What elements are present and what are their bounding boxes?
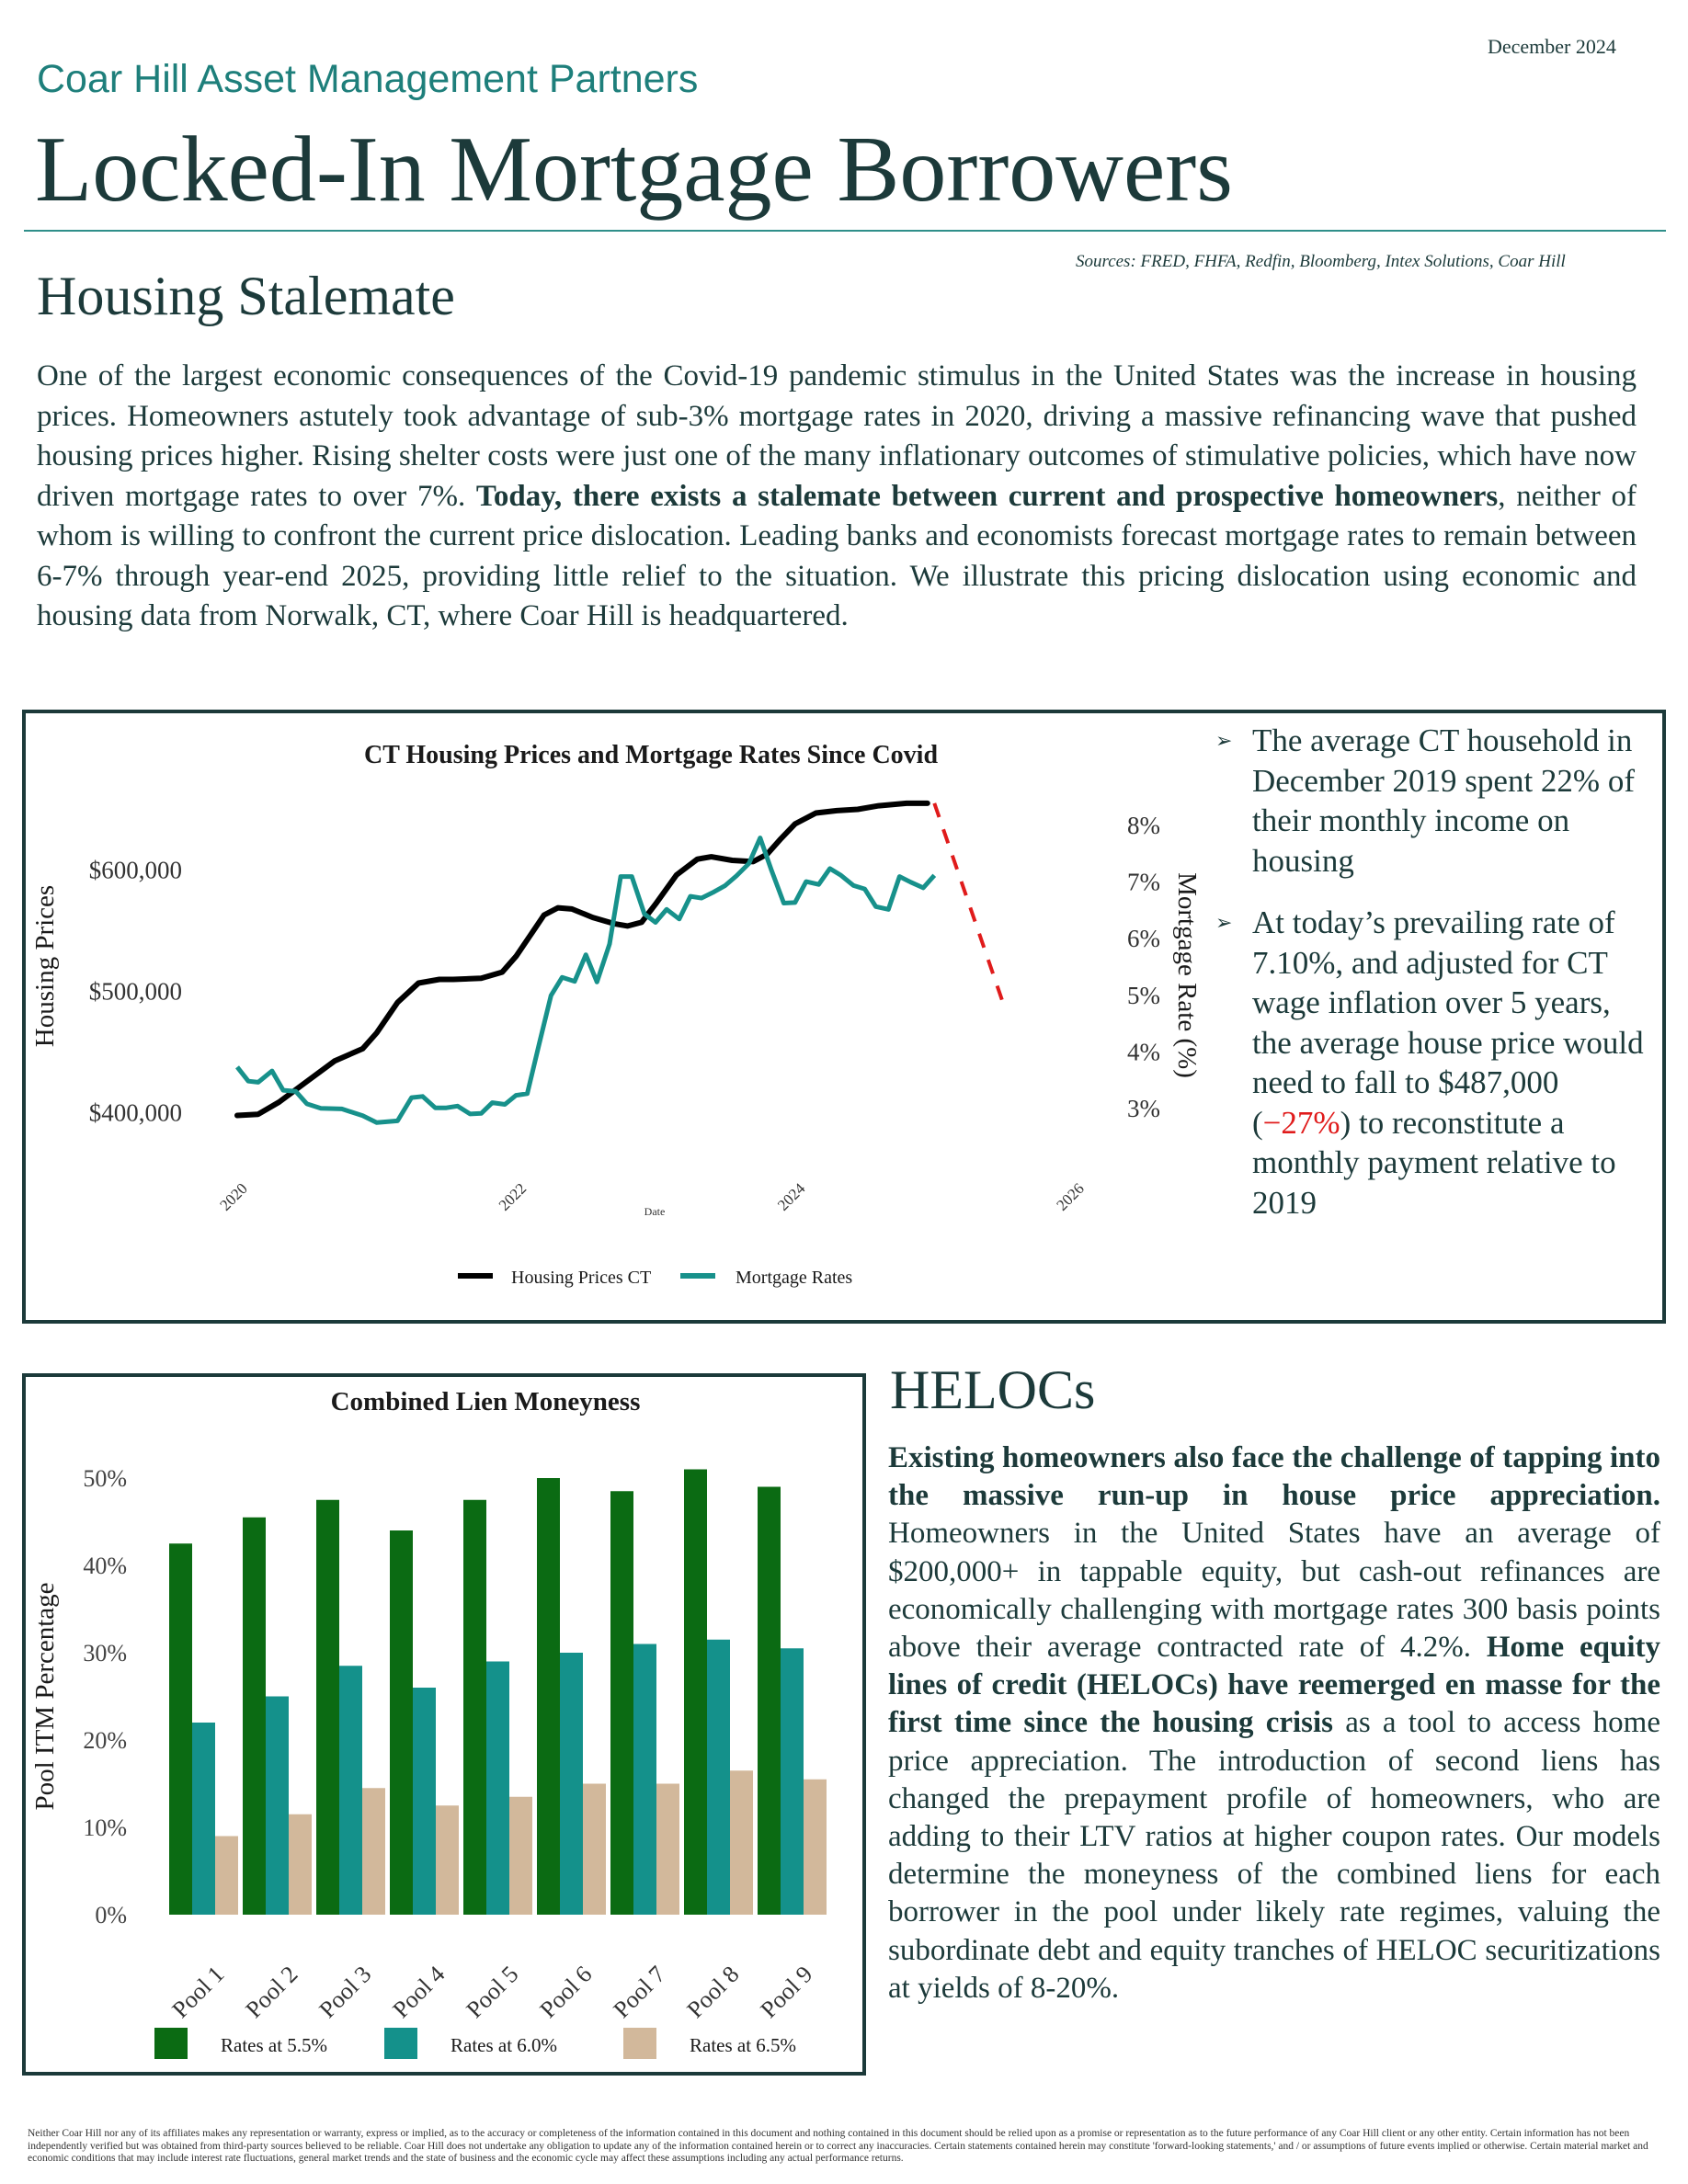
bar: [192, 1723, 215, 1915]
helocs-text-1: Homeowners in the United States have an average of $200,000+ in tappable equity, but cash-out refinances are economically challenging with mortgage rates 300 basis points above their average contracted rate of 4.2%.: [888, 1517, 1660, 1665]
bullet-2-percent: −27%: [1262, 1104, 1340, 1141]
x-axis-label: Date: [644, 1205, 666, 1218]
y-tick-label: 30%: [83, 1640, 127, 1666]
legend-label-housing: Housing Prices CT: [511, 1268, 652, 1288]
y2-tick-label: 4%: [1127, 1038, 1160, 1066]
y-axis-label: Housing Prices: [30, 884, 60, 1048]
y-tick-label: $500,000: [88, 977, 182, 1006]
bar: [169, 1543, 192, 1915]
bar: [463, 1500, 486, 1915]
x-tick-label: Pool 9: [755, 1960, 818, 2023]
y2-tick-label: 6%: [1127, 925, 1160, 953]
bar: [758, 1487, 781, 1916]
x-tick-label: Pool 4: [387, 1960, 451, 2023]
legend-label: Rates at 6.0%: [451, 2034, 558, 2056]
report-date: December 2024: [1488, 35, 1616, 58]
arrow-bullet-icon: ➢: [1215, 729, 1233, 752]
y-tick-label: 40%: [83, 1553, 127, 1579]
forecast-line: [934, 803, 1004, 1007]
bar: [266, 1697, 289, 1916]
page-title: Locked-In Mortgage Borrowers: [35, 118, 1233, 222]
helocs-bold-1: Existing homeowners also face the challenge of tapping into the massive run-up in house price appreciation.: [888, 1441, 1660, 1513]
legend-label-rates: Mortgage Rates: [736, 1268, 853, 1288]
x-tick-label: Pool 7: [608, 1960, 671, 2023]
x-tick-label: Pool 5: [461, 1960, 524, 2023]
bullet-item: [1214, 721, 1653, 881]
header-divider: [24, 230, 1666, 232]
y2-tick-label: 5%: [1127, 981, 1160, 1009]
bar: [215, 1837, 238, 1916]
arrow-bullet-icon: ➢: [1215, 911, 1233, 934]
bullet-text-2: [1252, 904, 1644, 1221]
bar: [486, 1662, 509, 1916]
intro-paragraph: [37, 357, 1637, 637]
legal-disclaimer: Neither Coar Hill nor any of its affiliates makes any representation or warranty, express or implied, as to the accuracy or completeness of the information contained in this document and nothing contained in this document should be relied upon as a promise or representation as to the future performance of any Coar Hill client or any other entity. Certain information has not been independently verified but was obtained from third-party sources believed to be reliable. Coar Hill does not undertake any obligation to update any of the information contained herein or to correct any inaccuracies. Certain statements contained herein may constitute 'forward-looking statements,' and / or assumptions of future events implied or otherwise. Certain material market and economic conditions that may include interest rate fluctuations, general market trends and the state of business and the economic cycle may affect these assumptions including any actual performance returns.: [28, 2128, 1648, 2164]
key-points: [1214, 721, 1653, 1245]
x-tick-label: 2024: [774, 1179, 809, 1214]
bar: [289, 1814, 312, 1915]
bar: [339, 1666, 362, 1915]
legend-label: Rates at 6.5%: [690, 2034, 797, 2056]
bar: [509, 1797, 532, 1915]
chart-title: Combined Lien Moneyness: [330, 1387, 641, 1416]
bar: [707, 1640, 730, 1915]
y-tick-label: $400,000: [88, 1098, 182, 1127]
bar: [413, 1688, 436, 1915]
bar: [804, 1780, 827, 1915]
legend-label: Rates at 5.5%: [221, 2034, 328, 2056]
x-tick-label: 2020: [216, 1179, 251, 1214]
x-tick-label: Pool 6: [534, 1960, 598, 2023]
y-tick-label: $600,000: [88, 856, 182, 884]
mortgage-rates-line: [237, 838, 934, 1123]
chart-title: CT Housing Prices and Mortgage Rates Since Covid: [363, 741, 939, 769]
helocs-text-2: as a tool to access home price appreciation. The introduction of second liens has changed the prepayment profile of homeowners, who are adding to their LTV ratios at higher coupon rates. Our models determine the moneyness of the combined liens for each borrower in the pool under likely rate regimes, valuing the subordinate debt and equity tranches of HELOC securitizations at yields of 8-20%.: [888, 1706, 1660, 2005]
bar: [560, 1653, 583, 1915]
intro-text-1: One of the largest economic consequences of the Covid-19 pandemic stimulus in the United States was the increase in housing prices. Homeowners astutely took advantage of sub-3% mortgage rates in 2020, driving a massive refinancing wave that pushed housing prices higher. Rising shelter costs were just one of the many inflationary outcomes of stimulative policies, which have now driven mortgage rates to over 7%.: [37, 359, 1637, 513]
bar: [436, 1805, 459, 1915]
legend-swatch: [384, 2028, 417, 2059]
x-tick-label: Pool 3: [314, 1960, 377, 2023]
bullet-2-post: ) to reconstitute a monthly payment relative to 2019: [1252, 1104, 1616, 1221]
bullet-2-pre: At today’s prevailing rate of 7.10%, and adjusted for CT wage inflation over 5 years, the average house price would need to fall to $487,000 (: [1252, 904, 1644, 1141]
x-tick-label: Pool 2: [240, 1960, 303, 2023]
moneyness-bar-chart: [26, 1377, 862, 2072]
helocs-paragraph: [888, 1439, 1660, 2008]
bar: [730, 1770, 753, 1915]
y-tick-label: 50%: [83, 1465, 127, 1492]
y-tick-label: 20%: [83, 1727, 127, 1754]
section-heading-helocs: HELOCs: [890, 1359, 1096, 1420]
x-tick-label: 2026: [1053, 1179, 1088, 1214]
helocs-bold-2: Home equity lines of credit (HELOCs) have reemerged en masse for the first time since the housing crisis: [888, 1631, 1660, 1740]
legend-swatch: [623, 2028, 656, 2059]
bar: [537, 1478, 560, 1915]
y-tick-label: 10%: [83, 1814, 127, 1841]
bar: [316, 1500, 339, 1915]
x-tick-label: 2022: [495, 1179, 530, 1214]
y-tick-label: 0%: [95, 1902, 127, 1928]
legend-swatch: [154, 2028, 188, 2059]
y2-axis-label: Mortgage Rate (%): [1172, 872, 1202, 1078]
y2-tick-label: 8%: [1127, 811, 1160, 839]
bar: [583, 1784, 606, 1916]
y2-tick-label: 3%: [1127, 1095, 1160, 1123]
bar: [633, 1644, 656, 1916]
bar: [362, 1788, 385, 1915]
bar: [656, 1784, 679, 1916]
bullet-item: [1214, 903, 1653, 1223]
firm-name: Coar Hill Asset Management Partners: [37, 57, 699, 101]
x-tick-label: Pool 8: [681, 1960, 745, 2023]
bar: [243, 1518, 266, 1915]
bar: [781, 1648, 804, 1915]
x-tick-label: Pool 1: [166, 1960, 230, 2023]
housing-line-chart: [26, 713, 1203, 1320]
section-heading-stalemate: Housing Stalemate: [37, 266, 455, 326]
bullet-text-1: The average CT household in December 2019 spent 22% of their monthly income on housing: [1252, 722, 1635, 879]
y-axis-label: Pool ITM Percentage: [30, 1582, 60, 1811]
bar: [684, 1470, 707, 1916]
sources-note: Sources: FRED, FHFA, Redfin, Bloomberg, Intex Solutions, Coar Hill: [1076, 252, 1566, 271]
bar: [610, 1491, 633, 1915]
intro-text-2: , neither of whom is willing to confront the current price dislocation. Leading banks and economists forecast mortgage rates to remain between 6-7% through year-end 2025, providing little relief to the situation. We illustrate this pricing dislocation using economic and housing data from Norwalk, CT, where Coar Hill is headquartered.: [37, 479, 1637, 632]
bar: [390, 1530, 413, 1915]
y2-tick-label: 7%: [1127, 868, 1160, 896]
intro-bold: Today, there exists a stalemate between current and prospective homeowners: [475, 479, 1499, 513]
